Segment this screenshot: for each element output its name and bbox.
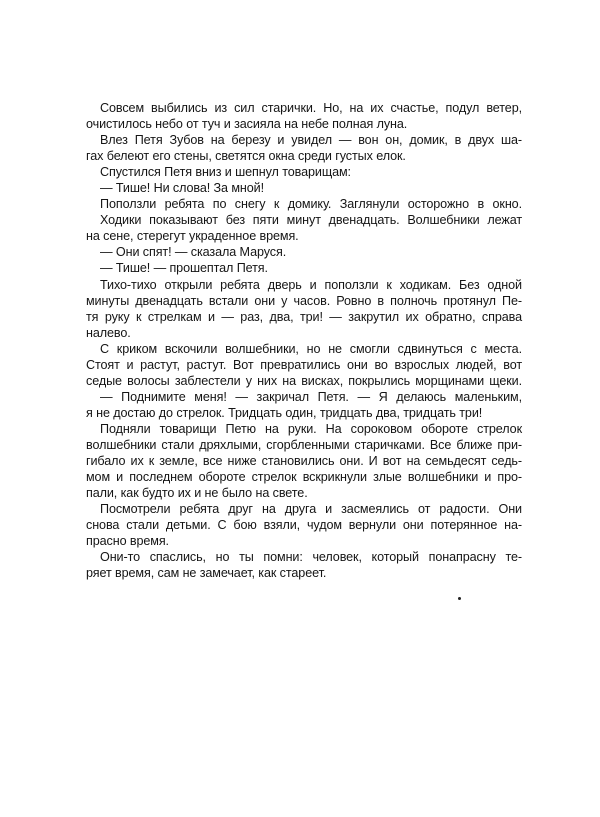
text-line: на сене, стерегут украденное время. — [86, 229, 299, 244]
text-line: — Тише! — прошептал Петя. — [100, 261, 268, 276]
text-line: очистилось небо от туч и засияла на небе полная луна. — [86, 117, 408, 132]
text-line: Тихо-тихо открыли ребята дверь и поползли к ходикам. Без одной — [100, 277, 522, 292]
text-line: седые волосы заблестели у них на висках, покрылись морщинами щеки. — [86, 373, 522, 388]
text-line: Подняли товарищи Петю на руки. На сороковом обороте стрелок — [100, 421, 522, 436]
text-line: Спустился Петя вниз и шепнул товарищам: — [100, 165, 351, 180]
text-line: снова стали детьми. С бою взяли, чудом вернули они потерянное на- — [86, 518, 522, 533]
text-line: гах белеют его стены, светятся окна среди густых елок. — [86, 149, 406, 164]
text-line: — Они спят! — сказала Маруся. — [100, 245, 287, 260]
speck-mark — [458, 597, 461, 600]
text-line: пали, как будто их и не было на свете. — [86, 486, 308, 501]
text-line: ряет время, сам не замечает, как стареет. — [86, 566, 327, 581]
text-line: волшебники стали дряхлыми, сгорбленными старичками. Все ближе при- — [86, 437, 522, 452]
text-line: я не достаю до стрелок. Тридцать один, тридцать два, тридцать три! — [86, 405, 483, 420]
text-line: налево. — [86, 325, 131, 340]
story-text — [86, 100, 522, 581]
text-line: мом и последнем обороте стрелок вскрикнули злые волшебники и про- — [86, 470, 522, 485]
text-line: тя руку к стрелкам и — раз, два, три! — закрутил их обратно, справа — [86, 309, 522, 324]
text-line: Стоят и растут, растут. Вот превратились они во взрослых людей, вот — [86, 357, 522, 372]
text-line: — Поднимите меня! — закричал Петя. — Я делаюсь маленьким, — [100, 389, 522, 404]
text-line: минуты двенадцать встали они у часов. Ровно в полночь протянул Пе- — [86, 293, 522, 308]
text-line: — Тише! Ни слова! За мной! — [100, 181, 265, 196]
text-line: Они-то спаслись, но ты помни: человек, который понапрасну те- — [100, 550, 522, 565]
text-line: прасно время. — [86, 534, 169, 549]
text-line: гибало их к земле, все ниже становились они. И вот на семьдесят седь- — [86, 454, 522, 469]
text-line: Поползли ребята по снегу к домику. Заглянули осторожно в окно. — [100, 197, 522, 212]
text-line: Посмотрели ребята друг на друга и засмеялись от радости. Они — [100, 502, 522, 517]
text-line: Влез Петя Зубов на березу и увидел — вон он, домик, в двух ша- — [100, 133, 522, 148]
text-line: С криком вскочили волшебники, но не смогли сдвинуться с места. — [100, 341, 522, 356]
text-line: Совсем выбились из сил старички. Но, на их счастье, подул ветер, — [100, 101, 522, 115]
text-line: Ходики показывают без пяти минут двенадцать. Волшебники лежат — [100, 213, 522, 228]
